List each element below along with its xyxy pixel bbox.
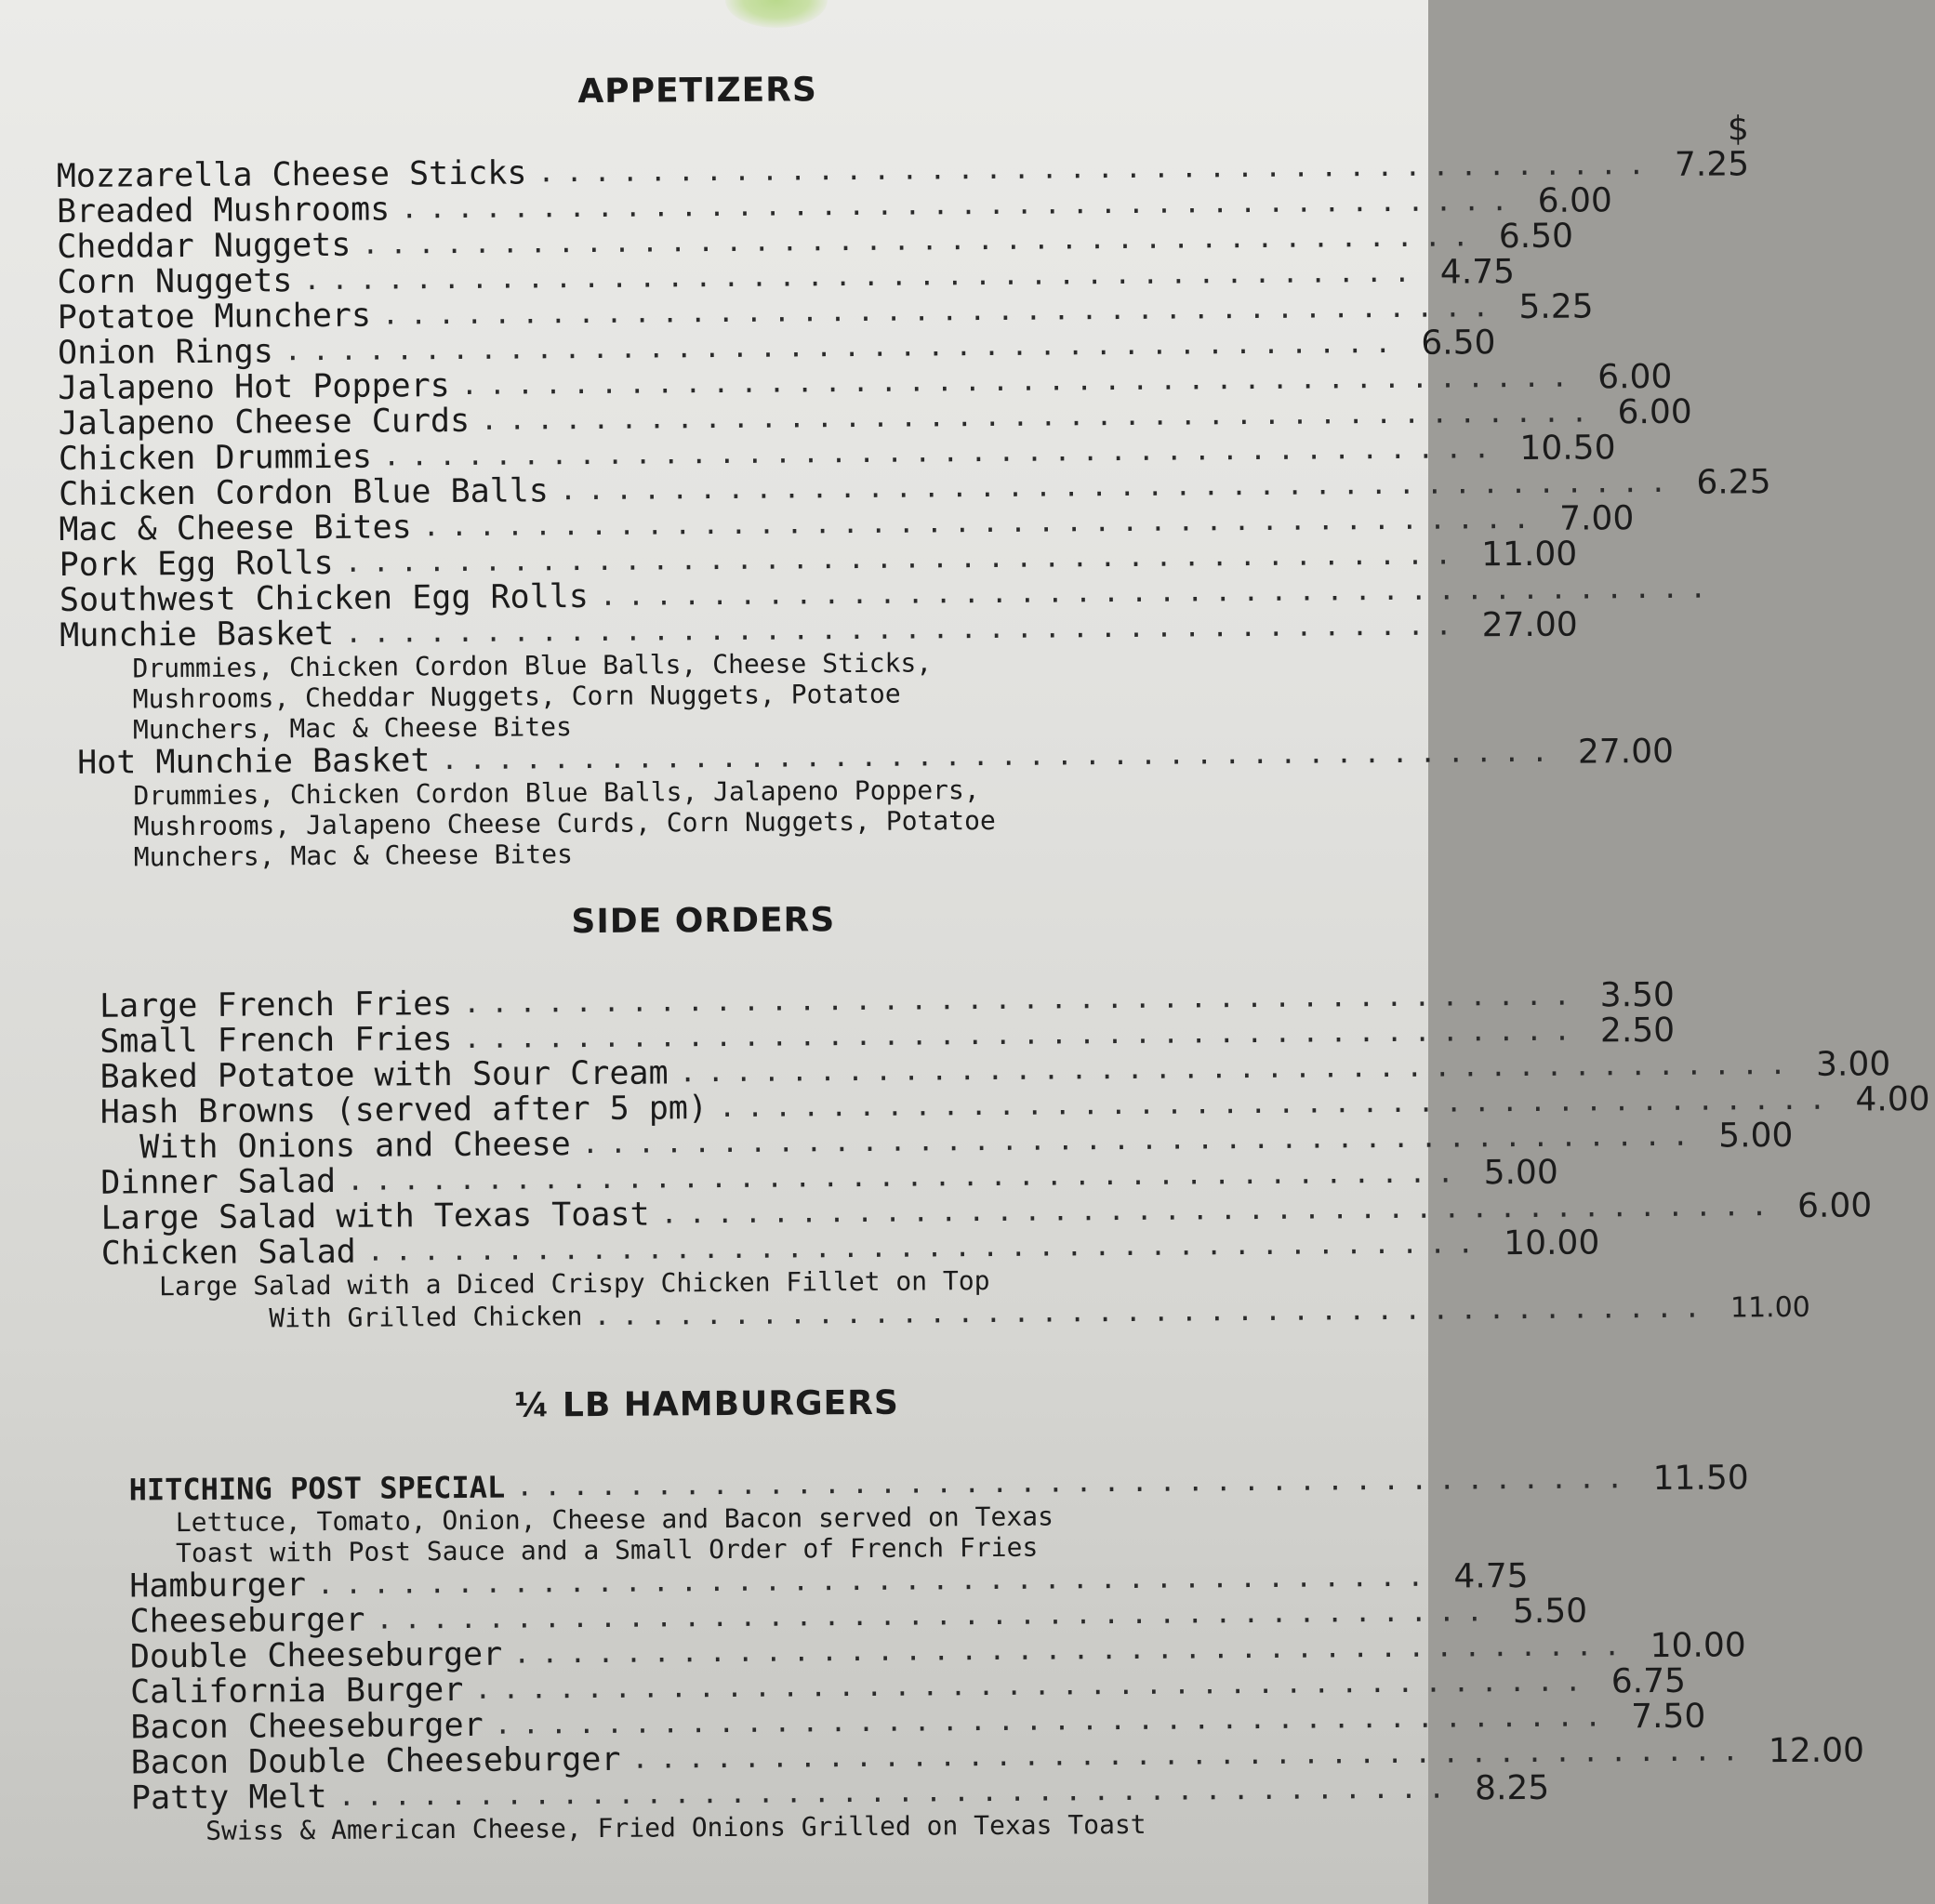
item-name: Large Salad with Texas Toast [100,1196,650,1237]
item-name: Cheeseburger [129,1601,365,1641]
item-name: Dinner Salad [100,1162,337,1202]
item-price: 10.00 [1650,1626,1746,1666]
leader-dots: ........................................ [494,1700,1613,1741]
item-name: Corn Nuggets [57,262,293,301]
item-price: 27.00 [1577,732,1675,772]
item-price: 6.00 [1617,392,1692,432]
item-name: Bacon Cheeseburger [130,1706,484,1747]
item-price: 3.00 [1815,1045,1891,1084]
description-line: Munchers, Mac & Cheese Bites [133,839,573,873]
leader-dots: ........................................ [441,735,1560,777]
item-price: 12.00 [1768,1731,1865,1771]
description-line: Munchers, Mac & Cheese Bites [132,711,573,746]
leader-dots: ........................................ [463,1014,1583,1055]
item-name: Chicken Cordon Blue Balls [59,472,550,513]
description-line: Mushrooms, Cheddar Nuggets, Corn Nuggets, Potatoe [132,678,901,715]
item-name: Hamburger [129,1567,307,1606]
item-price: 5.50 [1512,1592,1588,1632]
item-price: 11.00 [1480,535,1578,575]
leader-dots: ........................................ [463,979,1582,1020]
item-name: Jalapeno Cheese Curds [58,402,470,443]
item-description: Swiss & American Cheese, Fried Onions Grilled on Texas Toast [205,1808,1146,1846]
leader-dots: ........................................ [366,1227,1486,1268]
item-price: 6.50 [1498,217,1574,257]
leader-dots: ........................................ [422,502,1542,544]
leader-dots: ........................................ [303,256,1422,298]
leader-dots: ........................................ [345,609,1464,650]
leader-dots: ........................................ [516,1462,1635,1503]
item-name: With Onions and Cheese [99,1126,571,1167]
item-name: Mac & Cheese Bites [59,509,412,549]
item-price: 4.75 [1453,1556,1529,1596]
item-price: 27.00 [1481,605,1578,645]
item-description [132,646,1081,745]
leader-dots: ........................................ [460,361,1580,402]
leader-dots: ........................................ [338,1772,1457,1813]
leader-dots: ........................................ [537,148,1657,190]
description-line: Mushrooms, Jalapeno Cheese Curds, Corn Nuggets, Potatoe [133,804,996,842]
section-gap [64,1329,1236,1390]
item-price: 8.25 [1474,1768,1550,1808]
description-line: Toast with Post Sauce and a Small Order of French Fries [175,1531,1039,1569]
item-price: 4.00 [1855,1079,1930,1119]
side-orders-title: SIDE ORDERS [571,901,836,942]
item-name: Chicken Salad [100,1233,356,1273]
leader-dots: ........................................ [347,1157,1465,1197]
leader-dots: ........................................ [593,1291,1713,1332]
leader-dots: ........................................ [376,1595,1495,1636]
item-name: Breaded Mushrooms [56,191,391,231]
item-price: 6.75 [1610,1661,1687,1701]
appetizers-title: APPETIZERS [577,71,818,112]
item-price: 5.00 [1483,1153,1558,1193]
menu-item [269,1290,1810,1336]
item-name: Southwest Chicken Egg Rolls [59,578,590,619]
item-name: Bacon Double Cheeseburger [130,1740,621,1782]
item-price: 11.00 [1730,1290,1810,1325]
item-name: Chicken Drummies [58,438,373,478]
item-price: 6.25 [1696,463,1771,502]
item-description [176,1501,1124,1568]
item-price: 7.00 [1558,499,1635,538]
description-line: Lettuce, Tomato, Onion, Cheese and Bacon served on Texas [175,1501,1054,1539]
leader-dots: ........................................ [631,1735,1751,1776]
green-smudge [725,0,828,28]
leader-dots: ........................................ [381,291,1501,332]
item-price: 5.25 [1518,287,1594,327]
leader-dots: ........................................ [679,1048,1798,1090]
hamburgers-title: ¼ LB HAMBURGERS [513,1383,899,1425]
item-price: 4.75 [1439,253,1516,292]
leader-dots: ........................................ [581,1119,1701,1161]
item-name: Small French Fries [99,1021,453,1061]
item-price: 10.00 [1504,1223,1600,1263]
item-name: California Burger [129,1671,464,1712]
item-price: 6.00 [1796,1186,1873,1225]
leader-dots: ........................................ [559,466,1678,508]
leader-dots: ........................................ [660,1190,1780,1231]
leader-dots: ........................................ [316,1560,1436,1602]
item-name: Munchie Basket [60,615,335,654]
item-price: 3.50 [1599,975,1676,1015]
leader-dots: ........................................ [480,396,1599,437]
leader-dots: ........................................ [362,220,1480,261]
item-name: Large French Fries [99,985,453,1025]
leader-dots: ........................................ [718,1083,1837,1125]
item-price: 7.50 [1630,1697,1706,1737]
item-name: HITCHING POST SPECIAL [128,1469,506,1508]
leader-dots: ........................................ [513,1630,1632,1671]
item-price: 11.50 [1652,1459,1749,1499]
item-price: 6.00 [1537,181,1612,220]
leader-dots: ........................................ [599,572,1718,613]
item-name: With Grilled Chicken [269,1301,583,1334]
item-name: Potatoe Munchers [57,297,372,337]
item-price: 10.50 [1519,429,1616,469]
item-name: Cheddar Nuggets [57,226,351,266]
description-line: Drummies, Chicken Cordon Blue Balls, Jalapeno Poppers, [133,774,980,812]
item-name: Double Cheeseburger [129,1635,503,1676]
item-name: Baked Potatoe with Sour Cream [99,1054,669,1096]
item-price: 6.00 [1597,357,1673,397]
menu-content [56,68,1930,1847]
item-price: 6.50 [1421,324,1496,363]
item-description [133,774,1082,872]
hamburgers-list [128,1459,1865,1846]
appetizers-list [56,110,1771,873]
leader-dots: ........................................ [474,1665,1593,1706]
item-name: Hash Browns (served after 5 pm) [99,1090,709,1131]
item-name: Hot Munchie Basket [77,742,431,782]
item-name: Onion Rings [57,333,274,372]
leader-dots: ........................................ [401,185,1519,226]
leader-dots: ........................................ [382,432,1502,473]
item-price: 2.50 [1599,1011,1676,1051]
item-price: $ 7.25 [1674,110,1750,184]
item-description: Large Salad with a Diced Crispy Chicken Fillet on Top [158,1265,990,1302]
leader-dots: ........................................ [284,326,1403,368]
item-name: Patty Melt [130,1778,327,1818]
description-line: Drummies, Chicken Cordon Blue Balls, Cheese Sticks, [132,647,933,684]
item-name: Mozzarella Cheese Sticks [56,154,527,195]
item-name: Pork Egg Rolls [59,544,334,584]
item-name: Jalapeno Hot Poppers [58,367,450,407]
leader-dots: ........................................ [344,538,1464,579]
side-orders-list [99,975,1930,1338]
item-price: 5.00 [1718,1116,1794,1156]
